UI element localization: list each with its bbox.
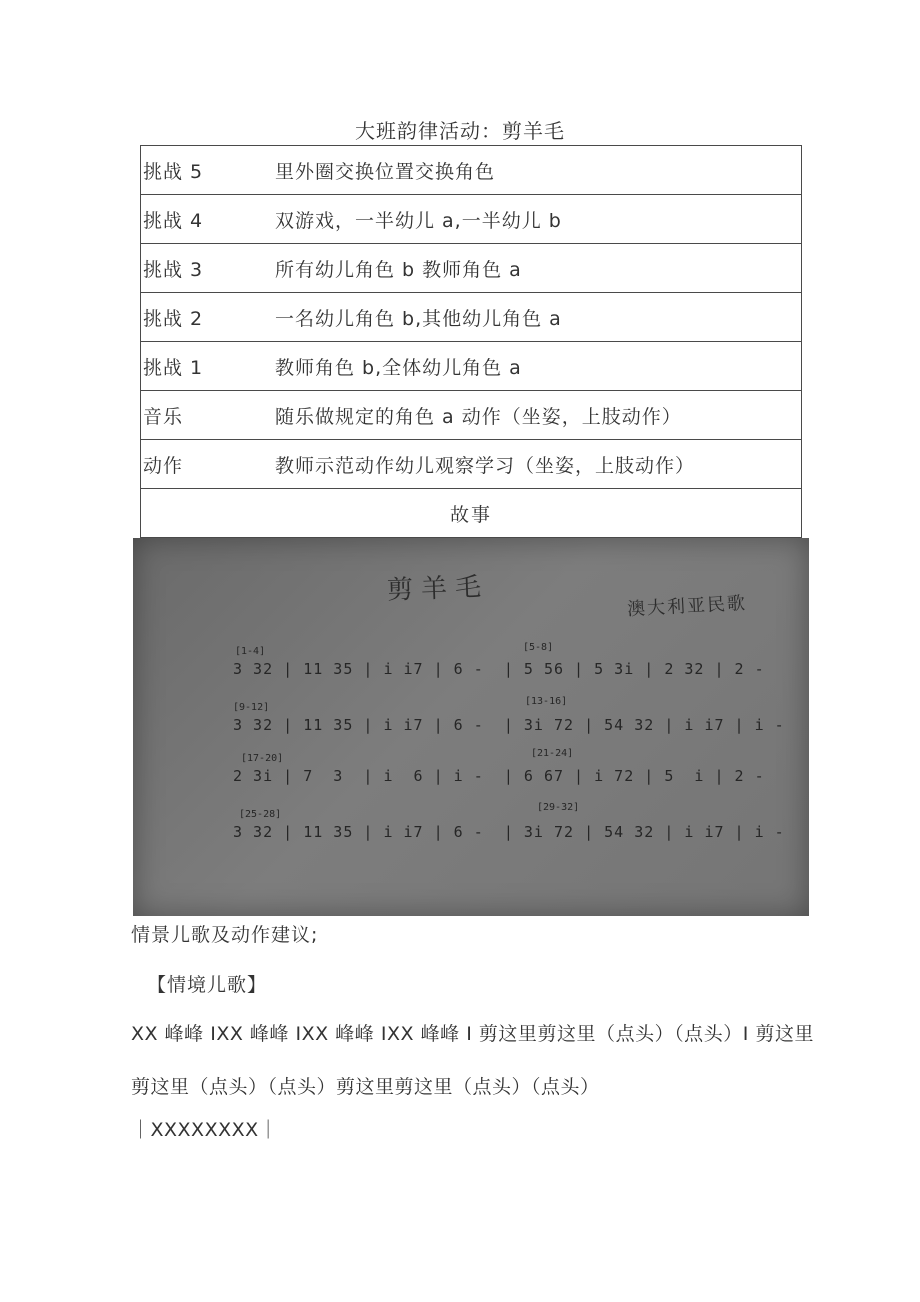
document-title: 大班韵律活动：剪羊毛	[355, 119, 565, 143]
row-label: 挑战 2	[143, 307, 204, 330]
song-heading: 【情境儿歌】	[147, 974, 268, 996]
row-text: 随乐做规定的角色 a 动作（坐姿，上肢动作）	[275, 405, 682, 428]
table-row	[141, 489, 802, 538]
table-row	[141, 391, 802, 440]
row-label: 音乐	[143, 405, 184, 428]
table-row	[141, 293, 802, 342]
rhythm-notation: ｜XXXXXXXX｜	[131, 1119, 279, 1141]
bar-range-mark: [29-32]	[537, 802, 580, 813]
song-lyrics: XX 峰峰 IXX 峰峰 IXX 峰峰 IXX 峰峰 I 剪这里剪这里（点头）（点头）I 剪这里剪这里（点头）（点头）剪这里剪这里（点头）（点头）	[131, 1023, 814, 1098]
row-label: 动作	[143, 454, 184, 477]
row-label: 挑战 1	[143, 356, 204, 379]
table-row	[141, 195, 802, 244]
row-text: 里外圈交换位置交换角色	[275, 160, 496, 183]
score-line: 3 32 | 11 35 | i i7 | 6 - | 5 56 | 5 3i | 2 32 | 2 -	[233, 660, 765, 678]
bar-range-mark: [25-28]	[239, 809, 282, 820]
row-text: 一名幼儿角色 b,其他幼儿角色 a	[275, 307, 562, 330]
bar-range-mark: [1-4]	[235, 646, 266, 657]
table-cell	[141, 146, 802, 195]
table-cell	[141, 195, 802, 244]
table-row	[141, 440, 802, 489]
row-label: 挑战 5	[143, 160, 204, 183]
bar-range-mark: [21-24]	[531, 748, 574, 759]
bar-range-mark: [5-8]	[523, 642, 554, 653]
score-line: 3 32 | 11 35 | i i7 | 6 - | 3i 72 | 54 32 | i i7 | i -	[233, 823, 785, 841]
section-heading: 情景儿歌及动作建议;	[131, 924, 319, 946]
score-line: 3 32 | 11 35 | i i7 | 6 - | 3i 72 | 54 32 | i i7 | i -	[233, 716, 785, 734]
bar-range-mark: [9-12]	[233, 702, 270, 713]
row-label: 挑战 4	[143, 209, 204, 232]
sheet-music-photo	[133, 538, 809, 916]
score-credit: 澳大利亚民歌	[626, 592, 748, 621]
activity-table	[140, 145, 802, 538]
row-text: 教师角色 b,全体幼儿角色 a	[275, 356, 522, 379]
table-row	[141, 244, 802, 293]
table-cell	[141, 293, 802, 342]
story-cell: 故事	[141, 489, 802, 538]
bar-range-mark: [13-16]	[525, 696, 568, 707]
table-cell	[141, 391, 802, 440]
score-title: 剪羊毛	[386, 572, 490, 606]
table-cell	[141, 244, 802, 293]
table-cell	[141, 440, 802, 489]
row-text: 所有幼儿角色 b 教师角色 a	[275, 258, 522, 281]
row-text: 双游戏，一半幼儿 a,一半幼儿 b	[275, 209, 562, 232]
bar-range-mark: [17-20]	[241, 753, 284, 764]
row-text: 教师示范动作幼儿观察学习（坐姿，上肢动作）	[275, 454, 696, 477]
table-row	[141, 146, 802, 195]
table-row	[141, 342, 802, 391]
table-cell	[141, 342, 802, 391]
row-label: 挑战 3	[143, 258, 204, 281]
score-line: 2 3i | 7 3 | i 6 | i - | 6 67 | i 72 | 5 i | 2 -	[233, 767, 765, 785]
